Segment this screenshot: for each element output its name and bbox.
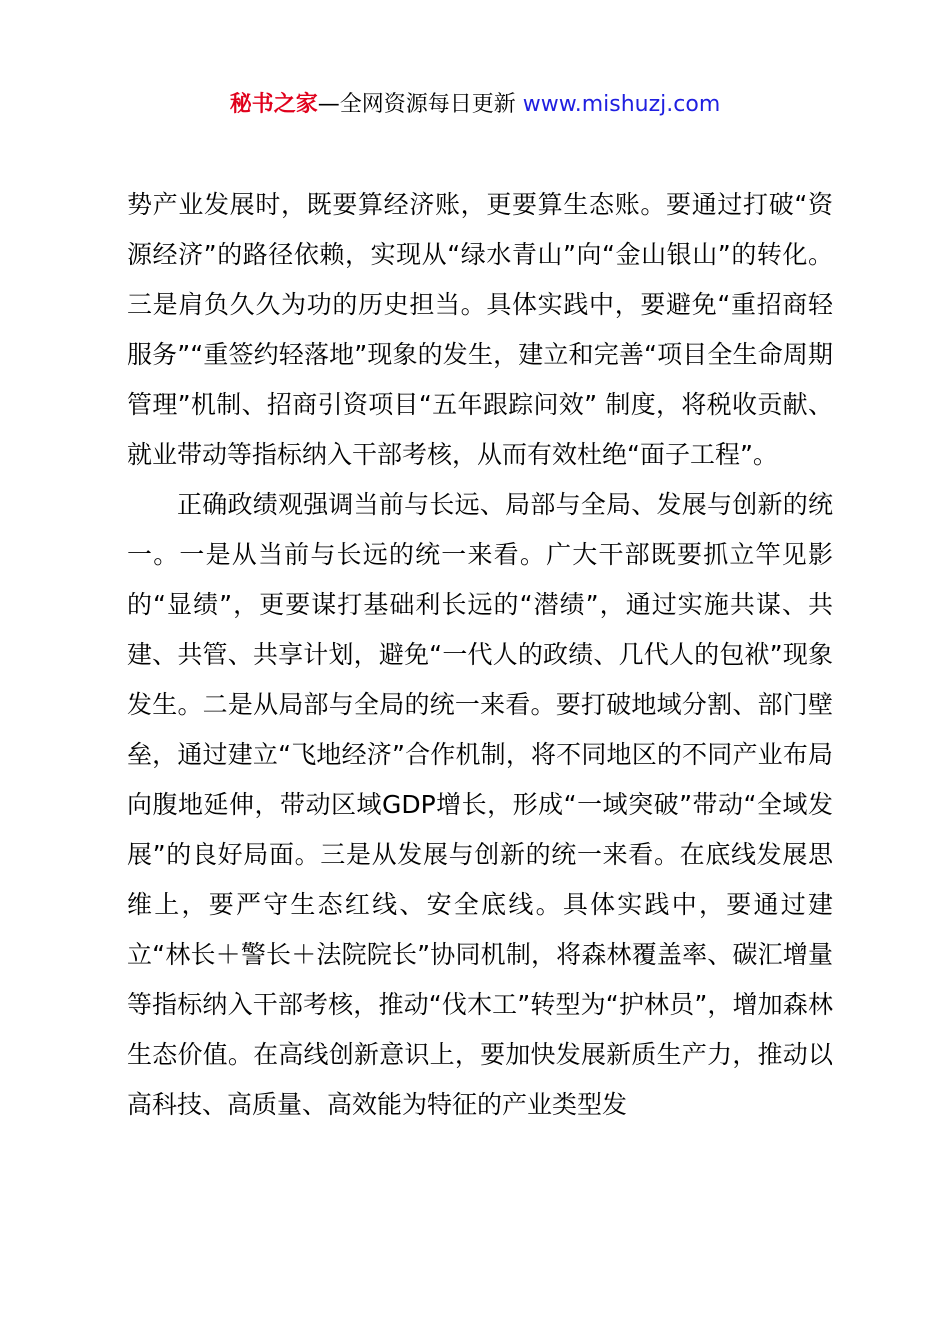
brand-name: 秘书之家 (229, 92, 318, 117)
site-url-link[interactable]: www.mishuzj.com (522, 92, 721, 117)
paragraph-continuation: 势产业发展时，既要算经济账，更要算生态账。要通过打破“资源经济”的路径依赖，实现从“绿水青山”向“金山银山”的转化。三是肩负久久为功的历史担当。具体实践中，要避免“重招商轻服务”“重签约轻落地”现象的发生，建立和完善“项目全生命周期管理”机制、招商引资项目“五年跟踪问效” 制度，将税收贡献、就业带动等指标纳入干部考核，从而有效杜绝“面子工程”。 (127, 190, 833, 469)
header-tagline: —全网资源每日更新 (317, 92, 516, 117)
paragraph: 正确政绩观强调当前与长远、局部与全局、发展与创新的统一。一是从当前与长远的统一来看。广大干部既要抓立竿见影的“显绩”，更要谋打基础利长远的“潜绩”，通过实施共谋、共建、共管、共享计划，避免“一代人的政绩、几代人的包袱”现象发生。二是从局部与全局的统一来看。要打破地域分割、部门壁垒，通过建立“飞地经济”合作机制，将不同地区的不同产业布局向腹地延伸，带动区域GDP增长，形成“一域突破”带动“全域发展”的良好局面。三是从发展与创新的统一来看。在底线发展思维上，要严守生态红线、安全底线。具体实践中，要通过建立“林长＋警长＋法院院长”协同机制，将森林覆盖率、碳汇增量等指标纳入干部考核，推动“伐木工”转型为“护林员”，增加森林生态价值。在高线创新意识上，要加快发展新质生产力，推动以高科技、高质量、高效能为特征的产业类型发 (127, 490, 833, 1119)
document-body (127, 180, 833, 1130)
page-header (0, 90, 950, 120)
